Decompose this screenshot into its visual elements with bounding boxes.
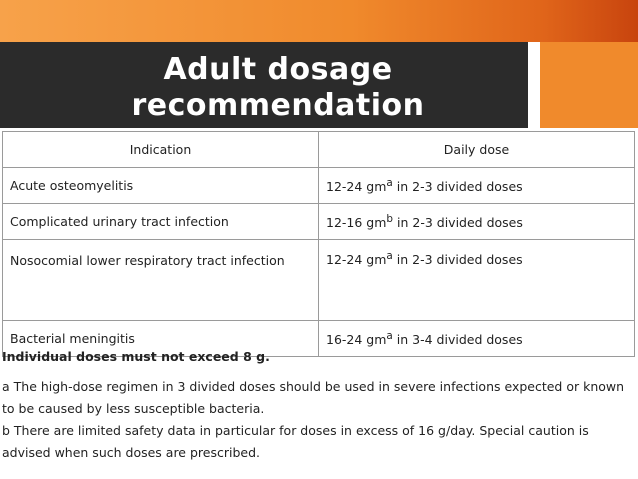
footnote-a: a The high-dose regimen in 3 divided doses should be used in severe infections expected or known to be caused by less susceptible bacteria. [2, 379, 625, 416]
footnote-b: b There are limited safety data in particular for doses in excess of 16 g/day. Special caution is advised when such doses are prescribed. [2, 423, 589, 460]
table-header-row [3, 132, 635, 168]
footnote-marker: b [386, 212, 394, 225]
indication-cell: Complicated urinary tract infection [3, 204, 319, 240]
dose-cell: 12-24 $gm^a$ in 2-3 divided doses [319, 168, 635, 204]
notes-section [2, 348, 636, 464]
header-daily-dose: Daily dose [319, 132, 635, 168]
indication-cell: Nosocomial lower respiratory tract infection [3, 240, 319, 321]
footnote-marker: a [386, 176, 393, 189]
slide-title-line-1: Adult dosage [163, 52, 393, 87]
dose-cell: 16-24 $gm^a$ in 3-4 divided doses [319, 321, 635, 357]
header-indication: Indication [3, 132, 319, 168]
indication-cell: Acute osteomyelitis [3, 168, 319, 204]
slide-title [0, 52, 556, 124]
table-row [3, 240, 635, 321]
footnote-marker: a [386, 329, 393, 342]
slide-title-line-2: recommendation [131, 88, 425, 123]
dosage-table [2, 131, 635, 357]
table-row [3, 168, 635, 204]
indication-cell: Bacterial meningitis [3, 321, 319, 357]
dose-cell: 12-24 $gm^a$ in 2-3 divided doses [319, 240, 635, 321]
max-dose-warning: Individual doses must not exceed 8 g. [2, 349, 270, 364]
table-row [3, 204, 635, 240]
dose-cell: 12-16 $gm^b$ in 2-3 divided doses [319, 204, 635, 240]
footnote-marker: a [386, 250, 393, 262]
top-orange-band [0, 0, 638, 42]
